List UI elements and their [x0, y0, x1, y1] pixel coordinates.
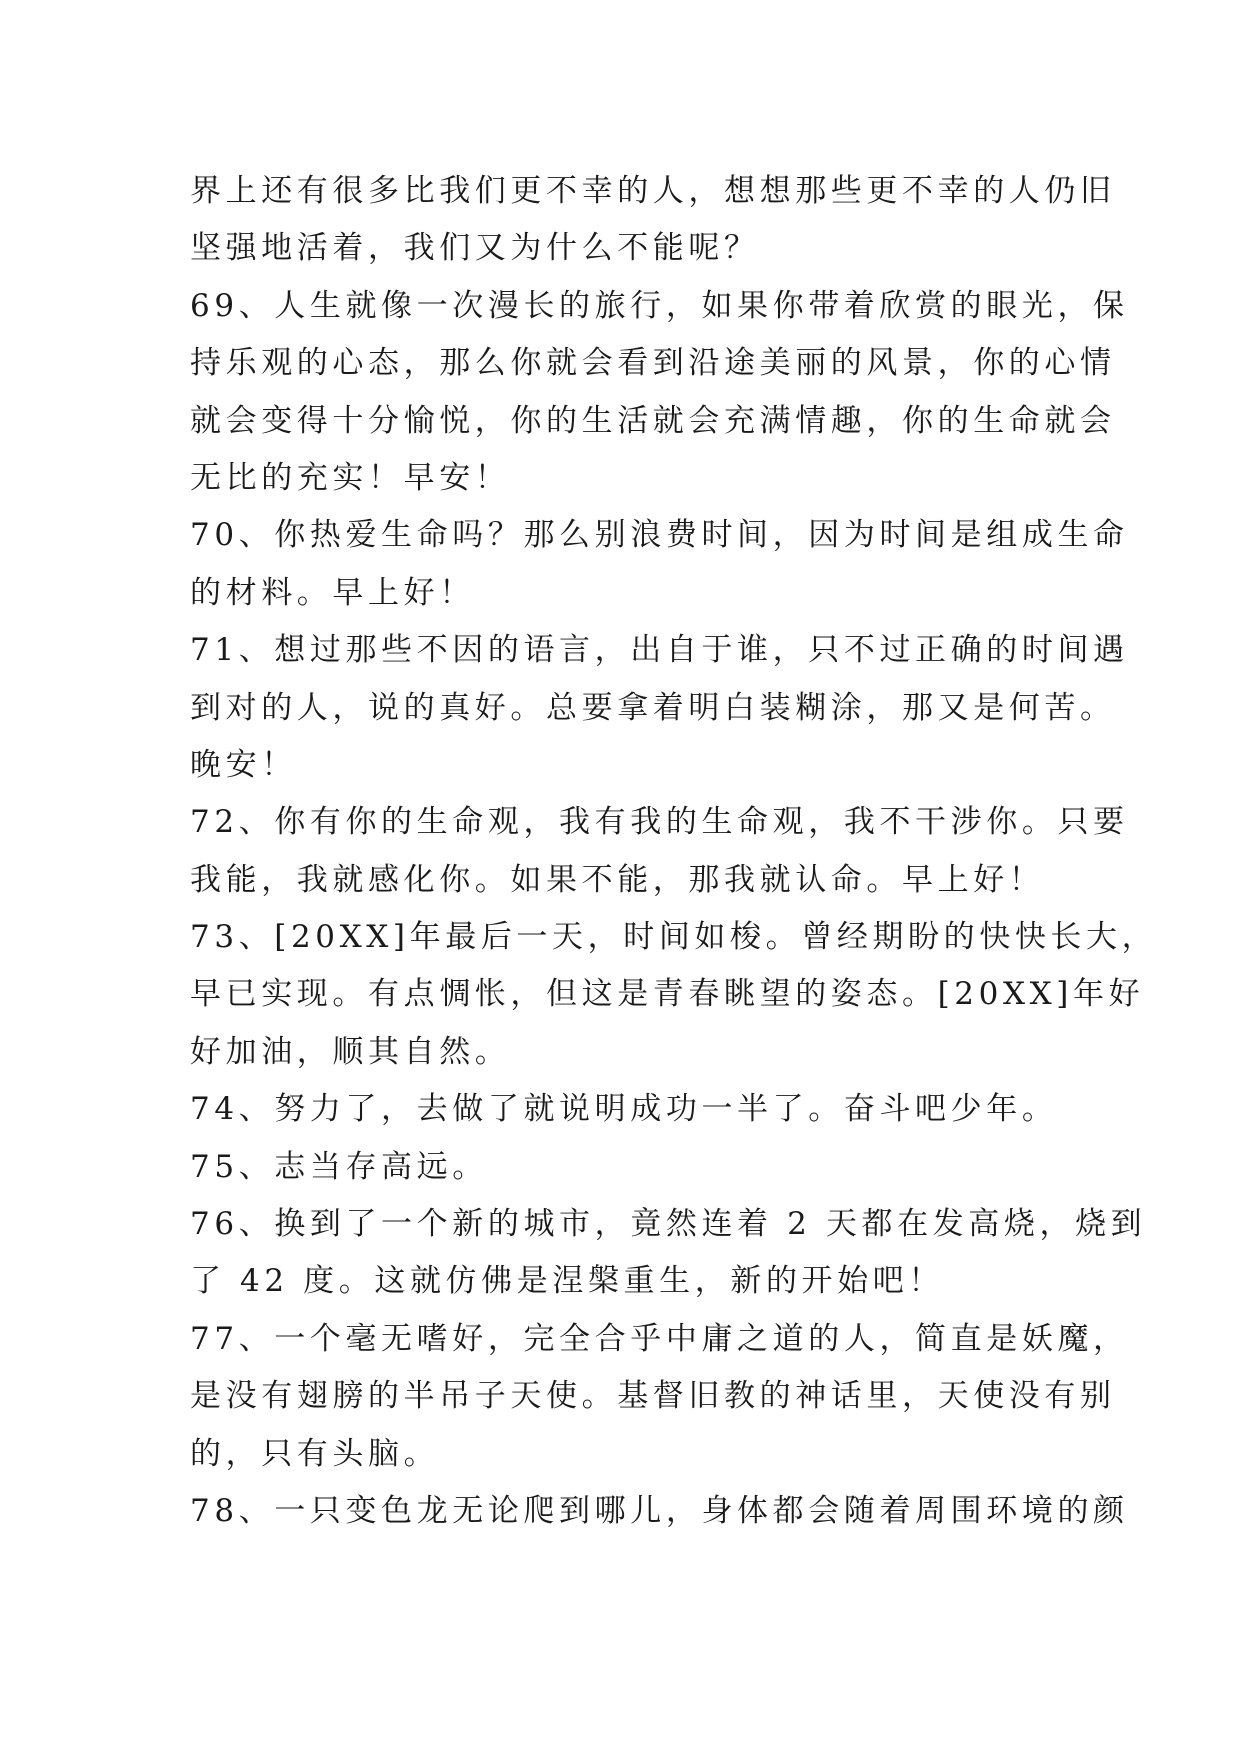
text-line: 69、人生就像一次漫长的旅行，如果你带着欣赏的眼光，保: [190, 287, 1129, 324]
text-line: 70、你热爱生命吗？那么别浪费时间，因为时间是组成生命: [190, 517, 1129, 554]
text-line: 就会变得十分愉悦，你的生活就会充满情趣，你的生命就会: [190, 402, 1116, 439]
text-line: 的，只有头脑。: [190, 1435, 440, 1472]
text-line: 72、你有你的生命观，我有我的生命观，我不干涉你。只要: [190, 804, 1129, 841]
text-line: 75、志当存高远。: [190, 1148, 488, 1185]
text-line: 我能，我就感化你。如果不能，那我就认命。早上好！: [190, 861, 1045, 898]
text-line: 的材料。早上好！: [190, 574, 475, 611]
text-line: 76、换到了一个新的城市，竟然连着 2 天都在发高烧，烧到: [190, 1206, 1147, 1243]
text-line: 无比的充实！早安！: [190, 459, 511, 496]
text-line: 是没有翅膀的半吊子天使。基督旧教的神话里，天使没有别: [190, 1378, 1116, 1415]
text-line: 坚强地活着，我们又为什么不能呢？: [190, 230, 760, 267]
text-line: 73、[20XX]年最后一天，时间如梭。曾经期盼的快快长大，: [190, 919, 1158, 956]
text-line: 74、努力了，去做了就说明成功一半了。奋斗吧少年。: [190, 1091, 1058, 1128]
text-line: 持乐观的心态，那么你就会看到沿途美丽的风景，你的心情: [190, 345, 1116, 382]
text-line: 好加油，顺其自然。: [190, 1033, 511, 1070]
text-line: 早已实现。有点惆怅，但这是青春眺望的姿态。[20XX]年好: [190, 976, 1145, 1013]
text-line: 界上还有很多比我们更不幸的人，想想那些更不幸的人仍旧: [190, 173, 1116, 209]
text-line: 77、一个毫无嗜好，完全合乎中庸之道的人，简直是妖魔，: [190, 1320, 1129, 1357]
text-line: 71、想过那些不因的语言，出自于谁，只不过正确的时间遇: [190, 632, 1129, 669]
text-line: 晚安！: [190, 746, 297, 783]
text-line: 78、一只变色龙无论爬到哪儿，身体都会随着周围环境的颜: [190, 1492, 1129, 1529]
text-line: 到对的人，说的真好。总要拿着明白装糊涂，那又是何苦。: [190, 689, 1116, 726]
text-line: 了 42 度。这就仿佛是涅槃重生，新的开始吧！: [190, 1263, 944, 1300]
document-body: [190, 163, 1158, 1540]
